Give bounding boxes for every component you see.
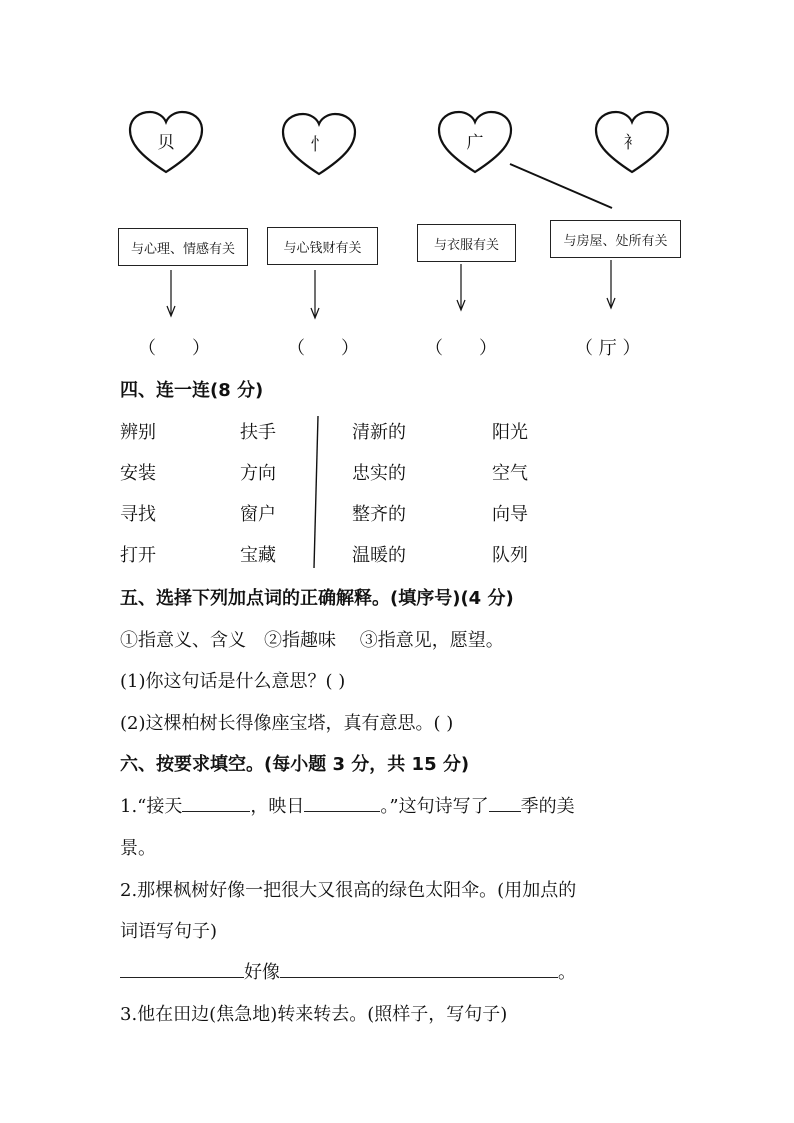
- match-word[interactable]: 整齐的: [352, 504, 406, 525]
- question-text: 景。: [120, 838, 156, 859]
- answer-blank[interactable]: （ ）: [138, 338, 210, 359]
- question-text: 3.他在田边(焦急地)转来转去。(照样子，写句子): [120, 1004, 508, 1025]
- heart-radical: 贝: [157, 133, 175, 153]
- match-word[interactable]: 温暖的: [352, 545, 406, 566]
- options-text: ①指意义、含义 ②指趣味 ③指意见，愿望。: [120, 630, 504, 651]
- match-word[interactable]: 队列: [492, 545, 528, 566]
- question-text: 。”这句诗写了: [380, 796, 489, 817]
- question-1: [120, 792, 575, 818]
- question-text: (1)你这句话是什么意思？( ): [120, 671, 346, 692]
- match-word[interactable]: 空气: [492, 463, 528, 484]
- section-title: 六、按要求填空。(每小题 3 分，共 15 分): [120, 754, 470, 775]
- match-word[interactable]: 辨别: [120, 422, 156, 443]
- heart-radical: 衤: [623, 133, 641, 153]
- question-text: 。: [558, 962, 576, 983]
- answer-blank[interactable]: （ 厅 ）: [575, 338, 641, 359]
- fill-blank[interactable]: [304, 793, 380, 812]
- category-box: 与心钱财有关: [267, 227, 378, 265]
- match-word[interactable]: 向导: [492, 504, 528, 525]
- fill-blank[interactable]: [489, 793, 521, 812]
- category-box: 与衣服有关: [417, 224, 516, 262]
- question-text: 1.“接天: [120, 796, 183, 817]
- match-word[interactable]: 扶手: [240, 422, 276, 443]
- heart-radical: 广: [466, 133, 484, 153]
- category-box: 与房屋、处所有关: [550, 220, 681, 258]
- match-word[interactable]: 忠实的: [352, 463, 406, 484]
- match-word[interactable]: 打开: [120, 545, 156, 566]
- match-word[interactable]: 寻找: [120, 504, 156, 525]
- fill-blank[interactable]: [280, 959, 558, 978]
- match-word[interactable]: 清新的: [352, 422, 406, 443]
- divider-line: [300, 412, 330, 572]
- fill-blank[interactable]: [182, 793, 250, 812]
- section-title: 五、选择下列加点词的正确解释。(填序号)(4 分): [120, 588, 514, 609]
- question-text: ，映日: [250, 796, 305, 817]
- heart-radical: 忄: [310, 135, 328, 155]
- question-text: 好像: [244, 962, 280, 983]
- question-2-answer: [120, 958, 576, 984]
- fill-blank[interactable]: [120, 959, 244, 978]
- match-word[interactable]: 方向: [240, 463, 276, 484]
- connector-lines: [0, 0, 794, 340]
- question-text: 季的美: [520, 796, 575, 817]
- answer-blank[interactable]: （ ）: [287, 338, 359, 359]
- section-title: 四、连一连(8 分): [120, 380, 264, 401]
- question-text: 词语写句子): [120, 921, 218, 942]
- match-word[interactable]: 宝藏: [240, 545, 276, 566]
- answer-blank[interactable]: （ ）: [425, 338, 497, 359]
- question-text: (2)这棵柏树长得像座宝塔，真有意思。( ): [120, 713, 454, 734]
- category-box: 与心理、情感有关: [118, 228, 248, 266]
- match-word[interactable]: 安装: [120, 463, 156, 484]
- match-word[interactable]: 阳光: [492, 422, 528, 443]
- match-word[interactable]: 窗户: [240, 504, 276, 525]
- question-text: 2.那棵枫树好像一把很大又很高的绿色太阳伞。(用加点的: [120, 880, 577, 901]
